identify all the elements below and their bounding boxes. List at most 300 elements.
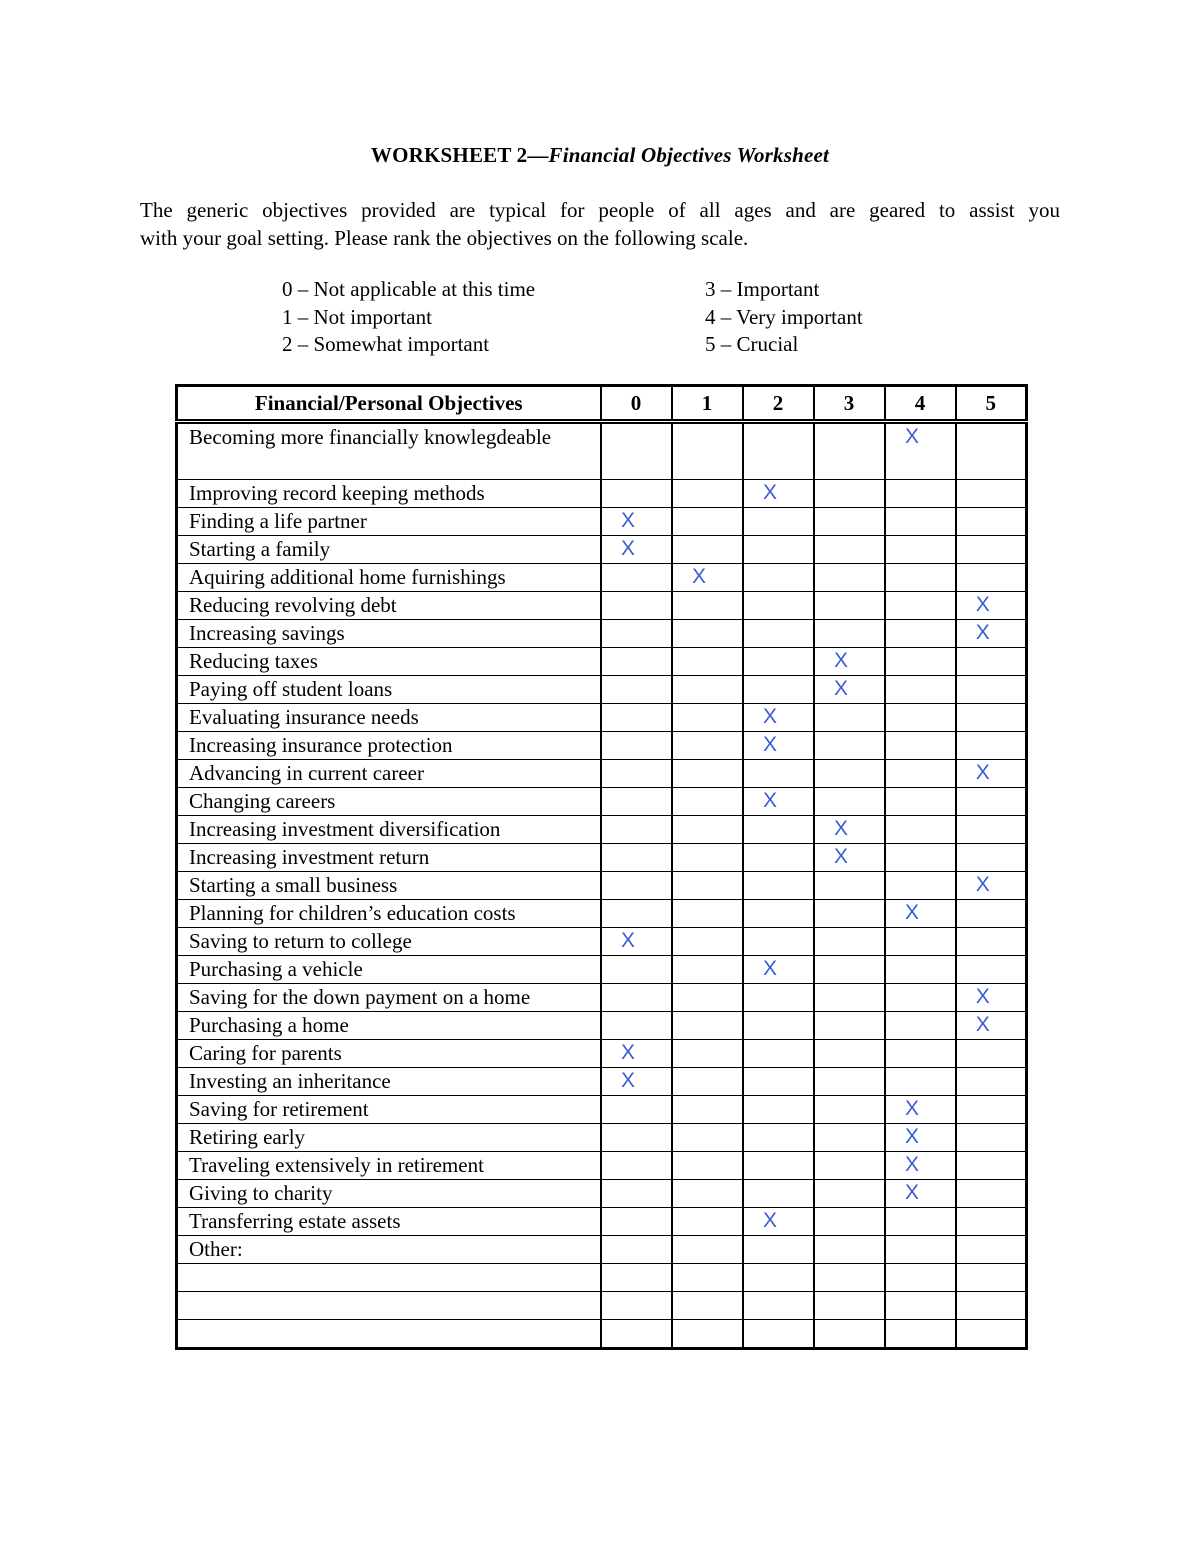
rating-cell-1[interactable] <box>672 1292 743 1320</box>
rating-cell-3[interactable] <box>814 900 885 928</box>
rating-cell-0[interactable] <box>601 704 672 732</box>
rating-cell-0[interactable] <box>601 760 672 788</box>
rating-cell-4[interactable] <box>885 1012 956 1040</box>
rating-mark: X <box>975 873 990 896</box>
header-rating-3: 3 <box>814 386 885 422</box>
table-row <box>177 648 1027 676</box>
rating-cell-0[interactable] <box>601 816 672 844</box>
rating-cell-4[interactable] <box>885 508 956 536</box>
rating-cell-3[interactable] <box>814 844 885 872</box>
rating-cell-1[interactable] <box>672 1264 743 1292</box>
rating-cell-3[interactable] <box>814 1264 885 1292</box>
table-row <box>177 760 1027 788</box>
rating-cell-2[interactable] <box>743 900 814 928</box>
table-row <box>177 1180 1027 1208</box>
rating-cell-5[interactable] <box>956 1180 1027 1208</box>
rating-cell-4[interactable] <box>885 592 956 620</box>
table-row <box>177 704 1027 732</box>
table-row <box>177 620 1027 648</box>
objective-label: Paying off student loans <box>177 676 601 704</box>
rating-cell-2[interactable] <box>743 1096 814 1124</box>
intro-paragraph <box>140 196 1060 252</box>
objective-label: Reducing taxes <box>177 648 601 676</box>
rating-mark: X <box>975 621 990 644</box>
rating-cell-2[interactable] <box>743 984 814 1012</box>
rating-cell-5[interactable] <box>956 676 1027 704</box>
table-row <box>177 844 1027 872</box>
objective-label: Investing an inheritance <box>177 1068 601 1096</box>
rating-cell-5[interactable] <box>956 564 1027 592</box>
page-title-main: WORKSHEET 2— <box>370 143 549 167</box>
rating-cell-5[interactable] <box>956 508 1027 536</box>
rating-cell-5[interactable] <box>956 1320 1027 1349</box>
rating-cell-0[interactable] <box>601 900 672 928</box>
rating-cell-2[interactable] <box>743 564 814 592</box>
rating-cell-3[interactable] <box>814 620 885 648</box>
rating-cell-4[interactable] <box>885 900 956 928</box>
rating-cell-1[interactable] <box>672 844 743 872</box>
rating-cell-5[interactable] <box>956 1292 1027 1320</box>
rating-cell-4[interactable] <box>885 676 956 704</box>
rating-cell-0[interactable] <box>601 592 672 620</box>
scale-item-4: 4 – Very important <box>705 304 863 329</box>
rating-cell-4[interactable] <box>885 788 956 816</box>
rating-cell-5[interactable] <box>956 984 1027 1012</box>
rating-cell-1[interactable] <box>672 760 743 788</box>
page-title-italic: Financial Objectives Worksheet <box>548 143 830 167</box>
rating-cell-2[interactable] <box>743 480 814 508</box>
objective-label: Caring for parents <box>177 1040 601 1068</box>
table-row <box>177 1124 1027 1152</box>
rating-cell-5[interactable] <box>956 816 1027 844</box>
rating-cell-4[interactable] <box>885 422 956 480</box>
table-row <box>177 984 1027 1012</box>
rating-cell-1[interactable] <box>672 1040 743 1068</box>
rating-cell-3[interactable] <box>814 648 885 676</box>
objective-label: Saving for the down payment on a home <box>177 984 601 1012</box>
table-header-row <box>177 386 1027 422</box>
rating-cell-0[interactable] <box>601 928 672 956</box>
rating-cell-1[interactable] <box>672 508 743 536</box>
rating-cell-1[interactable] <box>672 956 743 984</box>
rating-mark: X <box>833 677 848 700</box>
rating-mark: X <box>904 1153 919 1176</box>
table-row <box>177 928 1027 956</box>
rating-cell-1[interactable] <box>672 1180 743 1208</box>
intro-line-1: The generic objectives provided are typical for people of all ages and are geared to assist you <box>140 198 1060 222</box>
rating-cell-0[interactable] <box>601 1068 672 1096</box>
rating-cell-5[interactable] <box>956 1152 1027 1180</box>
rating-cell-4[interactable] <box>885 1180 956 1208</box>
rating-cell-2[interactable] <box>743 732 814 760</box>
rating-cell-3[interactable] <box>814 816 885 844</box>
objective-label: Increasing insurance protection <box>177 732 601 760</box>
rating-cell-2[interactable] <box>743 1124 814 1152</box>
rating-cell-1[interactable] <box>672 704 743 732</box>
rating-cell-3[interactable] <box>814 1012 885 1040</box>
rating-cell-2[interactable] <box>743 956 814 984</box>
table-row <box>177 536 1027 564</box>
rating-mark: X <box>762 789 777 812</box>
rating-mark: X <box>762 705 777 728</box>
rating-cell-0[interactable] <box>601 1208 672 1236</box>
table-row <box>177 1236 1027 1264</box>
page-title <box>0 143 1200 168</box>
rating-cell-4[interactable] <box>885 704 956 732</box>
rating-cell-3[interactable] <box>814 928 885 956</box>
objective-label: Increasing investment return <box>177 844 601 872</box>
rating-cell-5[interactable] <box>956 732 1027 760</box>
rating-cell-3[interactable] <box>814 872 885 900</box>
rating-cell-2[interactable] <box>743 1180 814 1208</box>
rating-cell-2[interactable] <box>743 816 814 844</box>
objective-label: Advancing in current career <box>177 760 601 788</box>
objective-label <box>177 1264 601 1292</box>
rating-cell-0[interactable] <box>601 1096 672 1124</box>
table-body <box>177 422 1027 1349</box>
rating-cell-1[interactable] <box>672 676 743 704</box>
rating-cell-5[interactable] <box>956 900 1027 928</box>
rating-cell-5[interactable] <box>956 872 1027 900</box>
table-row <box>177 956 1027 984</box>
rating-cell-1[interactable] <box>672 620 743 648</box>
rating-cell-3[interactable] <box>814 1124 885 1152</box>
rating-cell-2[interactable] <box>743 1320 814 1349</box>
rating-cell-3[interactable] <box>814 1152 885 1180</box>
rating-cell-0[interactable] <box>601 1320 672 1349</box>
table-row <box>177 422 1027 480</box>
objective-label: Starting a small business <box>177 872 601 900</box>
rating-cell-2[interactable] <box>743 508 814 536</box>
rating-cell-4[interactable] <box>885 1236 956 1264</box>
rating-cell-3[interactable] <box>814 508 885 536</box>
objective-label: Becoming more financially knowlegdeable <box>177 422 601 480</box>
rating-cell-5[interactable] <box>956 536 1027 564</box>
rating-cell-3[interactable] <box>814 676 885 704</box>
rating-mark: X <box>620 537 635 560</box>
rating-cell-1[interactable] <box>672 592 743 620</box>
rating-cell-0[interactable] <box>601 1180 672 1208</box>
rating-mark: X <box>620 1041 635 1064</box>
rating-cell-3[interactable] <box>814 1040 885 1068</box>
rating-cell-5[interactable] <box>956 1124 1027 1152</box>
rating-cell-2[interactable] <box>743 648 814 676</box>
table-row <box>177 1208 1027 1236</box>
table-row <box>177 1264 1027 1292</box>
rating-cell-5[interactable] <box>956 1068 1027 1096</box>
rating-cell-1[interactable] <box>672 1124 743 1152</box>
rating-cell-3[interactable] <box>814 592 885 620</box>
rating-cell-4[interactable] <box>885 760 956 788</box>
table-row <box>177 1292 1027 1320</box>
rating-cell-1[interactable] <box>672 732 743 760</box>
table-row <box>177 1152 1027 1180</box>
objective-label: Aquiring additional home furnishings <box>177 564 601 592</box>
header-rating-4: 4 <box>885 386 956 422</box>
rating-cell-4[interactable] <box>885 956 956 984</box>
rating-cell-5[interactable] <box>956 1012 1027 1040</box>
rating-cell-0[interactable] <box>601 1012 672 1040</box>
table-row <box>177 508 1027 536</box>
rating-cell-4[interactable] <box>885 1264 956 1292</box>
rating-cell-4[interactable] <box>885 1124 956 1152</box>
rating-cell-4[interactable] <box>885 1292 956 1320</box>
objectives-table <box>175 384 1028 1350</box>
rating-cell-3[interactable] <box>814 1068 885 1096</box>
rating-mark: X <box>904 901 919 924</box>
rating-cell-3[interactable] <box>814 1096 885 1124</box>
rating-cell-5[interactable] <box>956 760 1027 788</box>
rating-cell-0[interactable] <box>601 1292 672 1320</box>
rating-cell-2[interactable] <box>743 1236 814 1264</box>
rating-mark: X <box>904 1097 919 1120</box>
rating-cell-0[interactable] <box>601 844 672 872</box>
rating-mark: X <box>975 1013 990 1036</box>
rating-cell-0[interactable] <box>601 648 672 676</box>
table-row <box>177 732 1027 760</box>
rating-cell-1[interactable] <box>672 816 743 844</box>
rating-cell-3[interactable] <box>814 1208 885 1236</box>
rating-cell-5[interactable] <box>956 704 1027 732</box>
intro-line-2: with your goal setting. Please rank the objectives on the following scale. <box>140 226 749 250</box>
rating-cell-1[interactable] <box>672 648 743 676</box>
rating-cell-0[interactable] <box>601 984 672 1012</box>
rating-cell-2[interactable] <box>743 1292 814 1320</box>
rating-cell-4[interactable] <box>885 984 956 1012</box>
rating-cell-1[interactable] <box>672 788 743 816</box>
rating-cell-0[interactable] <box>601 1152 672 1180</box>
rating-mark: X <box>904 1125 919 1148</box>
objective-label: Increasing savings <box>177 620 601 648</box>
table-row <box>177 1096 1027 1124</box>
rating-cell-2[interactable] <box>743 536 814 564</box>
rating-mark: X <box>904 1181 919 1204</box>
table-row <box>177 564 1027 592</box>
objective-label <box>177 1292 601 1320</box>
rating-cell-1[interactable] <box>672 1096 743 1124</box>
rating-cell-3[interactable] <box>814 760 885 788</box>
rating-cell-5[interactable] <box>956 592 1027 620</box>
rating-cell-3[interactable] <box>814 788 885 816</box>
rating-cell-0[interactable] <box>601 1124 672 1152</box>
objective-label: Saving to return to college <box>177 928 601 956</box>
table-row <box>177 900 1027 928</box>
objective-label: Planning for children’s education costs <box>177 900 601 928</box>
rating-cell-4[interactable] <box>885 928 956 956</box>
rating-cell-0[interactable] <box>601 480 672 508</box>
objective-label: Other: <box>177 1236 601 1264</box>
objective-label: Purchasing a home <box>177 1012 601 1040</box>
rating-cell-1[interactable] <box>672 900 743 928</box>
rating-cell-2[interactable] <box>743 1012 814 1040</box>
scale-item-2: 2 – Somewhat important <box>282 332 490 356</box>
rating-cell-5[interactable] <box>956 1096 1027 1124</box>
rating-cell-1[interactable] <box>672 1068 743 1096</box>
rating-cell-1[interactable] <box>672 872 743 900</box>
scale-item-0: 0 – Not applicable at this time <box>282 277 536 301</box>
table-row <box>177 788 1027 816</box>
rating-cell-2[interactable] <box>743 422 814 480</box>
rating-scale-left <box>282 276 535 359</box>
rating-cell-4[interactable] <box>885 1096 956 1124</box>
rating-cell-2[interactable] <box>743 1068 814 1096</box>
rating-cell-3[interactable] <box>814 704 885 732</box>
rating-cell-0[interactable] <box>601 422 672 480</box>
objective-label: Starting a family <box>177 536 601 564</box>
rating-cell-2[interactable] <box>743 1264 814 1292</box>
rating-cell-5[interactable] <box>956 1236 1027 1264</box>
rating-cell-3[interactable] <box>814 984 885 1012</box>
rating-cell-2[interactable] <box>743 844 814 872</box>
rating-mark: X <box>762 1209 777 1232</box>
rating-cell-4[interactable] <box>885 1040 956 1068</box>
rating-cell-4[interactable] <box>885 1208 956 1236</box>
objective-label: Retiring early <box>177 1124 601 1152</box>
rating-cell-1[interactable] <box>672 1236 743 1264</box>
rating-cell-4[interactable] <box>885 872 956 900</box>
rating-mark: X <box>620 1069 635 1092</box>
rating-cell-5[interactable] <box>956 1040 1027 1068</box>
rating-cell-3[interactable] <box>814 480 885 508</box>
rating-cell-2[interactable] <box>743 704 814 732</box>
rating-cell-3[interactable] <box>814 1320 885 1349</box>
rating-cell-2[interactable] <box>743 676 814 704</box>
objective-label: Increasing investment diversification <box>177 816 601 844</box>
objective-label: Improving record keeping methods <box>177 480 601 508</box>
rating-mark: X <box>975 761 990 784</box>
rating-mark: X <box>762 957 777 980</box>
objective-label: Traveling extensively in retirement <box>177 1152 601 1180</box>
rating-cell-4[interactable] <box>885 816 956 844</box>
objective-label: Changing careers <box>177 788 601 816</box>
rating-cell-4[interactable] <box>885 648 956 676</box>
objective-label: Giving to charity <box>177 1180 601 1208</box>
objective-label: Evaluating insurance needs <box>177 704 601 732</box>
objective-label: Saving for retirement <box>177 1096 601 1124</box>
rating-cell-3[interactable] <box>814 564 885 592</box>
rating-cell-1[interactable] <box>672 480 743 508</box>
table-row <box>177 1040 1027 1068</box>
rating-cell-0[interactable] <box>601 564 672 592</box>
table-row <box>177 1068 1027 1096</box>
table-row <box>177 816 1027 844</box>
scale-item-5: 5 – Crucial <box>705 332 799 356</box>
rating-cell-5[interactable] <box>956 422 1027 480</box>
rating-cell-4[interactable] <box>885 1068 956 1096</box>
rating-cell-0[interactable] <box>601 620 672 648</box>
rating-cell-4[interactable] <box>885 1152 956 1180</box>
rating-cell-2[interactable] <box>743 788 814 816</box>
objective-label: Transferring estate assets <box>177 1208 601 1236</box>
table-row <box>177 1320 1027 1349</box>
rating-cell-3[interactable] <box>814 956 885 984</box>
table-row <box>177 592 1027 620</box>
rating-cell-5[interactable] <box>956 648 1027 676</box>
rating-scale-right <box>705 276 863 359</box>
rating-cell-5[interactable] <box>956 480 1027 508</box>
objective-label <box>177 1320 601 1349</box>
rating-cell-4[interactable] <box>885 844 956 872</box>
rating-mark: X <box>904 425 919 448</box>
rating-cell-0[interactable] <box>601 956 672 984</box>
rating-cell-2[interactable] <box>743 592 814 620</box>
rating-cell-0[interactable] <box>601 732 672 760</box>
table-row <box>177 872 1027 900</box>
rating-cell-1[interactable] <box>672 422 743 480</box>
rating-mark: X <box>975 985 990 1008</box>
rating-cell-0[interactable] <box>601 536 672 564</box>
rating-cell-3[interactable] <box>814 1180 885 1208</box>
rating-cell-2[interactable] <box>743 760 814 788</box>
rating-cell-5[interactable] <box>956 956 1027 984</box>
table-row <box>177 480 1027 508</box>
rating-cell-4[interactable] <box>885 1320 956 1349</box>
header-rating-2: 2 <box>743 386 814 422</box>
rating-cell-0[interactable] <box>601 1040 672 1068</box>
rating-cell-4[interactable] <box>885 480 956 508</box>
rating-cell-4[interactable] <box>885 564 956 592</box>
rating-cell-0[interactable] <box>601 508 672 536</box>
rating-cell-4[interactable] <box>885 620 956 648</box>
rating-cell-4[interactable] <box>885 536 956 564</box>
table-row <box>177 676 1027 704</box>
rating-cell-2[interactable] <box>743 1208 814 1236</box>
rating-cell-1[interactable] <box>672 928 743 956</box>
rating-cell-0[interactable] <box>601 872 672 900</box>
rating-cell-3[interactable] <box>814 422 885 480</box>
rating-cell-5[interactable] <box>956 928 1027 956</box>
rating-cell-1[interactable] <box>672 1320 743 1349</box>
header-objectives: Financial/Personal Objectives <box>177 386 601 422</box>
rating-cell-5[interactable] <box>956 620 1027 648</box>
rating-mark: X <box>833 817 848 840</box>
rating-cell-1[interactable] <box>672 1012 743 1040</box>
rating-cell-1[interactable] <box>672 1208 743 1236</box>
rating-cell-0[interactable] <box>601 1236 672 1264</box>
rating-cell-2[interactable] <box>743 1152 814 1180</box>
rating-cell-5[interactable] <box>956 788 1027 816</box>
scale-item-1: 1 – Not important <box>282 304 432 329</box>
objective-label: Finding a life partner <box>177 508 601 536</box>
rating-cell-2[interactable] <box>743 1040 814 1068</box>
rating-mark: X <box>833 649 848 672</box>
rating-cell-4[interactable] <box>885 732 956 760</box>
rating-cell-0[interactable] <box>601 676 672 704</box>
rating-cell-5[interactable] <box>956 844 1027 872</box>
rating-cell-3[interactable] <box>814 732 885 760</box>
rating-cell-2[interactable] <box>743 872 814 900</box>
rating-cell-1[interactable] <box>672 1152 743 1180</box>
rating-cell-5[interactable] <box>956 1264 1027 1292</box>
rating-cell-3[interactable] <box>814 1292 885 1320</box>
rating-cell-3[interactable] <box>814 536 885 564</box>
rating-mark: X <box>975 593 990 616</box>
rating-cell-0[interactable] <box>601 1264 672 1292</box>
rating-cell-5[interactable] <box>956 1208 1027 1236</box>
rating-cell-2[interactable] <box>743 928 814 956</box>
rating-cell-1[interactable] <box>672 536 743 564</box>
rating-cell-1[interactable] <box>672 984 743 1012</box>
scale-item-3: 3 – Important <box>705 277 820 301</box>
rating-cell-2[interactable] <box>743 620 814 648</box>
rating-cell-0[interactable] <box>601 788 672 816</box>
rating-mark: X <box>691 565 706 588</box>
header-rating-5: 5 <box>956 386 1027 422</box>
rating-mark: X <box>762 733 777 756</box>
rating-cell-3[interactable] <box>814 1236 885 1264</box>
rating-cell-1[interactable] <box>672 564 743 592</box>
rating-mark: X <box>833 845 848 868</box>
